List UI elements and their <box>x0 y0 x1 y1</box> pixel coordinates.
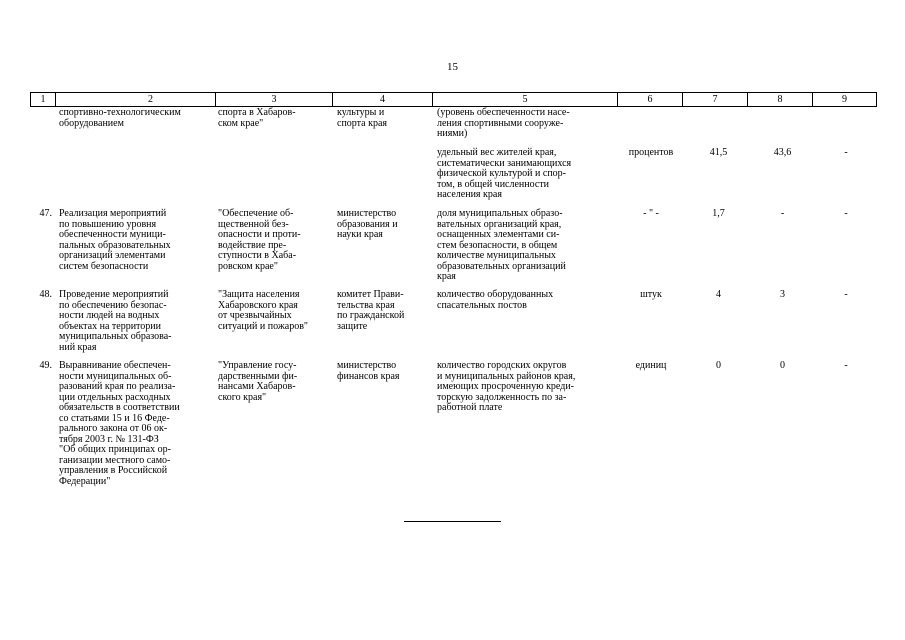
continuation-indicator-value-8: 43,6 <box>773 147 792 158</box>
row-48-value-7: 4 <box>716 289 721 300</box>
row-47-executor: министерство образования и науки края <box>337 208 398 240</box>
continuation-col-3: спорта в Хабаров- ском крае" <box>218 107 296 129</box>
row-49-executor: министерство финансов края <box>337 360 400 382</box>
row-47-unit: - " - <box>643 208 659 219</box>
row-49-program: "Управление госу- дарственными фи- нансами Хабаров- ского края" <box>218 360 298 403</box>
header-col-4: 4 <box>332 93 432 106</box>
header-col-9: 9 <box>812 93 876 106</box>
row-47-value-8: - <box>780 208 785 219</box>
continuation-col-2: спортивно-технологическим оборудованием <box>59 107 181 129</box>
row-48-number: 48. <box>39 289 52 300</box>
row-48-measure: Проведение мероприятий по обеспечению безопас- ности людей на водных объектах на территории муниципальных образова- ний края <box>59 289 172 353</box>
row-48-program: "Защита населения Хабаровского края от чрезвычайных ситуаций и пожаров" <box>218 289 308 332</box>
page-number: 15 <box>447 61 458 73</box>
header-col-6: 6 <box>617 93 682 106</box>
header-col-8: 8 <box>747 93 812 106</box>
row-49-value-9: - <box>844 360 848 371</box>
continuation-indicator-value-9: - <box>844 147 848 158</box>
row-48-value-8: 3 <box>780 289 785 300</box>
continuation-indicator-value-7: 41,5 <box>709 147 728 158</box>
row-47-program: "Обеспечение об- щественной без- опасности и проти- водействие пре- ступности в Хаба- ровском крае" <box>218 208 301 272</box>
continuation-col-4: культуры и спорта края <box>337 107 387 129</box>
header-col-1: 1 <box>40 94 46 105</box>
row-49-value-7: 0 <box>716 360 721 371</box>
row-47-measure: Реализация мероприятий по повышению уровня обеспеченности муници- пальных образовательных организаций элементами систем безопасности <box>59 208 171 272</box>
row-47-number: 47. <box>39 208 52 219</box>
row-49-value-8: 0 <box>780 360 785 371</box>
row-48-executor: комитет Прави- тельства края по гражданской защите <box>337 289 405 332</box>
header-col-5: 5 <box>432 93 617 106</box>
header-col-2: 2 <box>55 93 245 106</box>
row-49-number: 49. <box>39 360 52 371</box>
row-47-value-7: 1,7 <box>712 208 725 219</box>
continuation-indicator-unit: процентов <box>628 147 674 158</box>
row-49-measure: Выравнивание обеспечен- ности муниципальных об- разований края по реализа- ции отдельных расходных обязательств в соответствии со статьями 15 и 16 Феде- рального закона от 06 ок- тября 2003 г. № 131-ФЗ "Об общих принципах ор- ганизации местного само- управления в Российской Федерации" <box>59 360 180 487</box>
row-48-unit: штук <box>640 289 662 300</box>
row-49-indicator: количество городских округов и муниципальных районов края, имеющих просроченную креди- торскую задолженность по за- работной плате <box>437 360 576 413</box>
row-49-unit: единиц <box>635 360 667 371</box>
row-48-indicator: количество оборудованных спасательных постов <box>437 289 554 311</box>
table-header-row <box>30 92 877 107</box>
header-col-3: 3 <box>215 93 332 106</box>
row-47-value-9: - <box>844 208 848 219</box>
header-col-7: 7 <box>682 93 747 106</box>
row-48-value-9: - <box>844 289 848 300</box>
row-47-indicator: доля муниципальных образо- вательных организаций края, оснащенных элементами си- стем безопасности, в общем количестве муниципальных образовательных организаций края <box>437 208 566 282</box>
continuation-col-5: (уровень обеспеченности насе- ления спортивными сооруже- ниями) <box>437 107 570 139</box>
continuation-indicator-text: удельный вес жителей края, систематически занимающихся физической культурой и спор- том, в общей численности населения края <box>437 147 572 200</box>
end-of-document-line <box>404 521 501 522</box>
